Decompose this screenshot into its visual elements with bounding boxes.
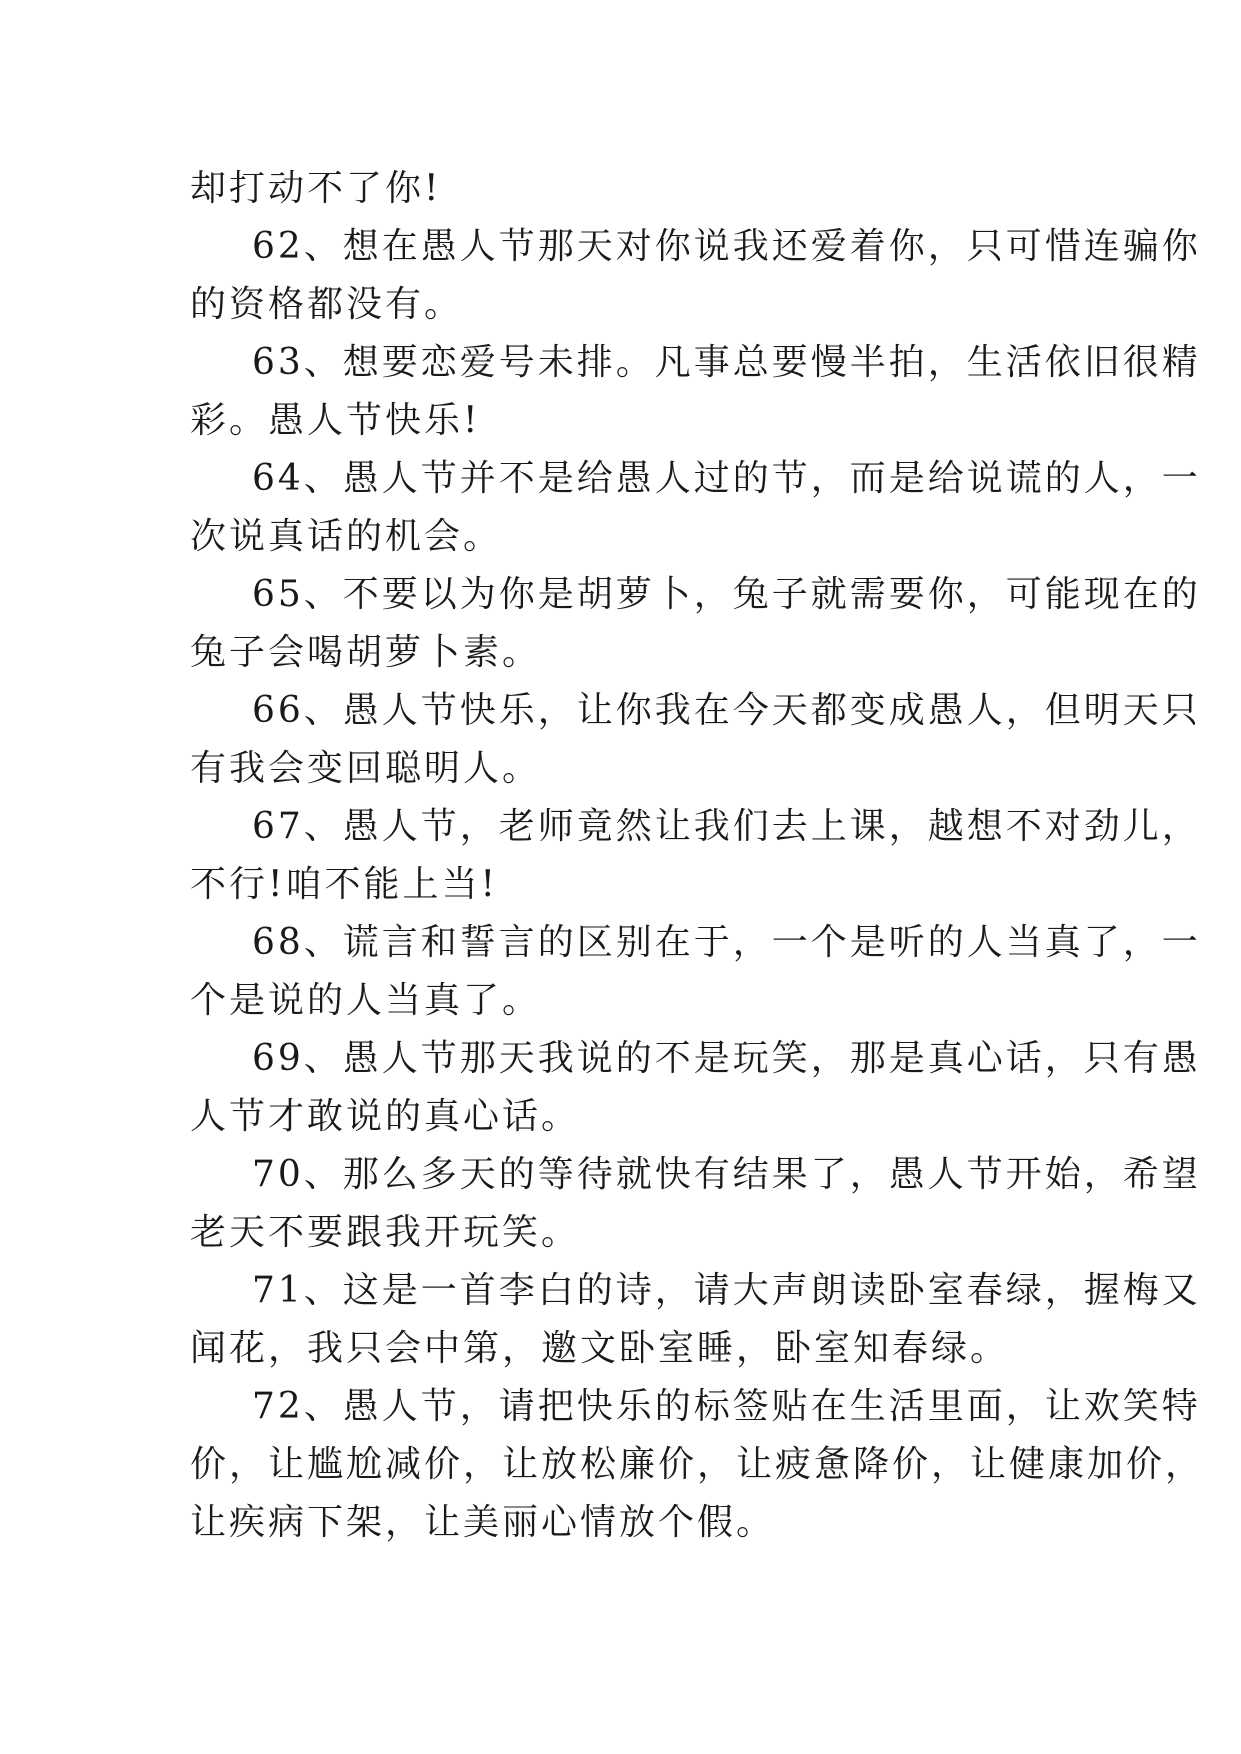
entry-62-line-1: 62、想在愚人节那天对你说我还爱着你，只可惜连骗你 bbox=[252, 226, 1201, 267]
entry-70-line-1: 70、那么多天的等待就快有结果了，愚人节开始，希望 bbox=[252, 1154, 1201, 1195]
document-page bbox=[190, 160, 1205, 1552]
entry-65-line-1: 65、不要以为你是胡萝卜，兔子就需要你，可能现在的 bbox=[252, 574, 1201, 615]
entry-64-line-2: 次说真话的机会。 bbox=[190, 516, 503, 557]
entry-69-line-2: 人节才敢说的真心话。 bbox=[190, 1096, 581, 1137]
entry-65-line-2: 兔子会喝胡萝卜素。 bbox=[190, 632, 542, 673]
entry-72-line-2: 价，让尴尬减价，让放松廉价，让疲惫降价，让健康加价， bbox=[190, 1444, 1205, 1485]
entry-62-line-2: 的资格都没有。 bbox=[190, 284, 464, 325]
entry-67-line-2: 不行!咱不能上当! bbox=[190, 864, 498, 905]
entry-69-line-1: 69、愚人节那天我说的不是玩笑，那是真心话，只有愚 bbox=[252, 1038, 1201, 1079]
entry-72-line-1: 72、愚人节，请把快乐的标签贴在生活里面，让欢笑特 bbox=[252, 1386, 1201, 1427]
entry-66-line-1: 66、愚人节快乐，让你我在今天都变成愚人，但明天只 bbox=[252, 690, 1201, 731]
entry-66-line-2: 有我会变回聪明人。 bbox=[190, 748, 542, 789]
entry-64-line-1: 64、愚人节并不是给愚人过的节，而是给说谎的人，一 bbox=[252, 458, 1201, 499]
entry-71-line-1: 71、这是一首李白的诗，请大声朗读卧室春绿，握梅又 bbox=[252, 1270, 1201, 1311]
entry-68-line-2: 个是说的人当真了。 bbox=[190, 980, 542, 1021]
entry-67-line-1: 67、愚人节，老师竟然让我们去上课，越想不对劲儿， bbox=[252, 806, 1201, 847]
entry-63-line-1: 63、想要恋爱号未排。凡事总要慢半拍，生活依旧很精 bbox=[252, 342, 1201, 383]
entry-70-line-2: 老天不要跟我开玩笑。 bbox=[190, 1212, 581, 1253]
entry-71-line-2: 闻花，我只会中第，邀文卧室睡，卧室知春绿。 bbox=[190, 1328, 1010, 1369]
entry-63-line-2: 彩。愚人节快乐! bbox=[190, 400, 481, 441]
entry-68-line-1: 68、谎言和誓言的区别在于，一个是听的人当真了，一 bbox=[252, 922, 1201, 963]
text-line: 却打动不了你! bbox=[190, 168, 442, 209]
entry-72-line-3: 让疾病下架，让美丽心情放个假。 bbox=[190, 1502, 776, 1543]
